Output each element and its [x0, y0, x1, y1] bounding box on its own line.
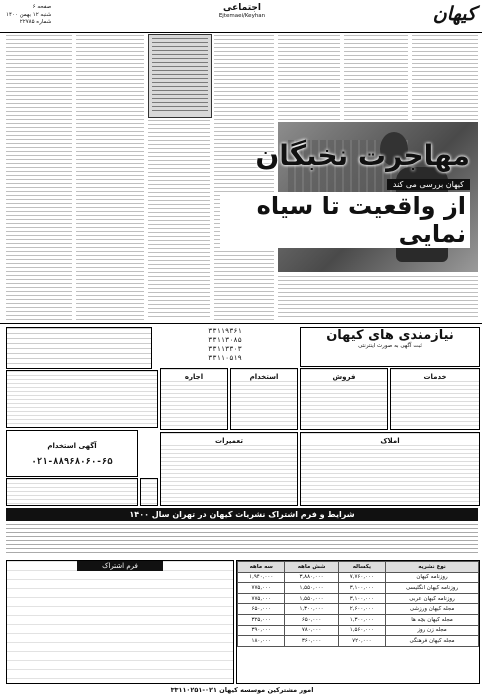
classified-ad: [160, 368, 228, 430]
text-column: [344, 35, 408, 120]
price-cell: مجله کیهان ورزشی: [386, 604, 479, 615]
masthead: [0, 0, 482, 33]
subscription-form: [6, 560, 234, 684]
price-cell: ۱,۳۰۰,۰۰۰: [285, 604, 338, 615]
price-cell: ۱,۳۰۰,۰۰۰: [338, 614, 385, 625]
price-cell: ۲,۶۰۰,۰۰۰: [338, 604, 385, 615]
price-cell: ۷,۷۶۰,۰۰۰: [338, 572, 385, 583]
section-title-fa: اجتماعی: [223, 3, 261, 13]
price-cell: ۳,۸۸۰,۰۰۰: [285, 572, 338, 583]
price-cell: ۱,۵۶۰,۰۰۰: [338, 625, 385, 636]
text-column: [278, 35, 340, 120]
highlight-box-text: [152, 38, 208, 112]
subscription-header: شرایط و فرم اشتراک نشریات کیهان در تهران سال ۱۴۰۰: [6, 508, 478, 521]
price-row: [238, 604, 479, 615]
classifieds-title-box: [300, 327, 480, 367]
classified-ad: [300, 368, 388, 430]
price-header-cell: شش ماهه: [285, 562, 338, 573]
price-cell: ۳۶۰,۰۰۰: [285, 636, 338, 647]
price-cell: ۳۹۰,۰۰۰: [238, 625, 285, 636]
classified-ad-label: استخدام: [231, 373, 297, 381]
price-cell: ۱۸۰,۰۰۰: [238, 636, 285, 647]
classified-ad: [300, 432, 480, 506]
text-column: [412, 35, 478, 120]
classifieds-title: نیازمندی های کیهان: [326, 328, 454, 343]
divider: [0, 323, 482, 324]
issue-date: شنبه ۱۲ بهمن ۱۴۰۰: [6, 11, 52, 18]
classified-ad-label: فروش: [301, 373, 387, 381]
price-header-cell: نوع نشریه: [386, 562, 479, 573]
price-row: [238, 583, 479, 594]
price-cell: مجله زن روز: [386, 625, 479, 636]
classified-ad-label: اجاره: [161, 373, 227, 381]
price-row: [238, 572, 479, 583]
section-title-en: Ejtemaei/Keyhan: [218, 13, 266, 19]
price-cell: ۳,۱۰۰,۰۰۰: [338, 583, 385, 594]
classified-ad: [390, 368, 480, 430]
headline-main: مهاجرت نخبگان: [255, 139, 470, 172]
price-header-cell: یکساله: [338, 562, 385, 573]
text-column: [148, 120, 210, 320]
classifieds-phones: [155, 327, 295, 365]
story-headline: [220, 140, 470, 248]
text-column: [278, 276, 478, 320]
highlight-box: [148, 34, 212, 118]
issue-meta: [6, 4, 51, 27]
price-cell: ۶۵۰,۰۰۰: [285, 614, 338, 625]
featured-ad-phone: ۰۲۱-۸۸۹۶۸۰۶۰-۶۵: [31, 457, 113, 467]
classifieds-subtitle: ثبت آگهی به صورت اینترنتی: [358, 343, 422, 349]
headline-kicker: کیهان بررسی می کند: [387, 179, 470, 190]
classified-ad: [160, 432, 298, 506]
issue-number: شماره ۲۲۷۸۵: [19, 19, 52, 25]
classified-ad: [6, 478, 138, 506]
subscription-form-title: فرم اشتراک: [77, 561, 163, 571]
price-cell: روزنامه کیهان انگلیسی: [386, 583, 479, 594]
phone-number: ۳۳۱۱۹۳۶۱: [208, 327, 242, 335]
price-cell: ۱,۹۴۰,۰۰۰: [238, 572, 285, 583]
kayhan-logo: کیهان: [432, 3, 476, 25]
classified-ad: [140, 478, 158, 506]
classified-ad: [230, 368, 298, 430]
featured-ad-text: آگهی استخدام: [47, 442, 97, 450]
featured-ad: [6, 430, 138, 477]
price-row: [238, 625, 479, 636]
price-header-row: [238, 562, 479, 573]
classified-ad-label: املاک: [301, 437, 479, 445]
subscription-terms: [6, 524, 478, 556]
price-cell: روزنامه کیهان: [386, 572, 479, 583]
classified-ad: [6, 370, 158, 428]
page-number: صفحه ۶: [32, 4, 52, 10]
price-cell: ۱,۵۵۰,۰۰۰: [285, 593, 338, 604]
price-cell: ۶۵۰,۰۰۰: [238, 604, 285, 615]
headline-sub: از واقعیت تا سیاه نمایی: [220, 192, 470, 248]
price-cell: ۳,۱۰۰,۰۰۰: [338, 593, 385, 604]
price-row: [238, 614, 479, 625]
section-title: [205, 3, 279, 19]
phone-number: ۳۳۱۱۳۳۰۳: [208, 345, 242, 353]
subscription-footer: امور مشترکین موسسه کیهان ۰۲۱-۳۳۱۱۰۲۵۱: [170, 686, 314, 694]
price-cell: ۷۸۰,۰۰۰: [285, 625, 338, 636]
price-header-cell: سه ماهه: [238, 562, 285, 573]
phone-number: ۳۳۱۱۰۵۱۹: [208, 354, 242, 362]
subscription-price-table: [236, 560, 480, 684]
price-cell: ۷۷۵,۰۰۰: [238, 583, 285, 594]
price-cell: ۳۲۵,۰۰۰: [238, 614, 285, 625]
price-cell: مجله کیهان فرهنگی: [386, 636, 479, 647]
price-cell: روزنامه کیهان عربی: [386, 593, 479, 604]
info-table: [6, 327, 152, 369]
classified-ad-label: تعمیرات: [161, 437, 297, 445]
classified-ad-label: خدمات: [391, 373, 479, 381]
price-row: [238, 636, 479, 647]
price-cell: ۷۷۵,۰۰۰: [238, 593, 285, 604]
text-column: [6, 35, 72, 320]
price-cell: ۱,۵۵۰,۰۰۰: [285, 583, 338, 594]
price-cell: ۷۲۰,۰۰۰: [338, 636, 385, 647]
text-column: [76, 35, 144, 320]
price-row: [238, 593, 479, 604]
price-cell: مجله کیهان بچه ها: [386, 614, 479, 625]
phone-number: ۳۳۱۱۳۰۸۵: [208, 336, 242, 344]
